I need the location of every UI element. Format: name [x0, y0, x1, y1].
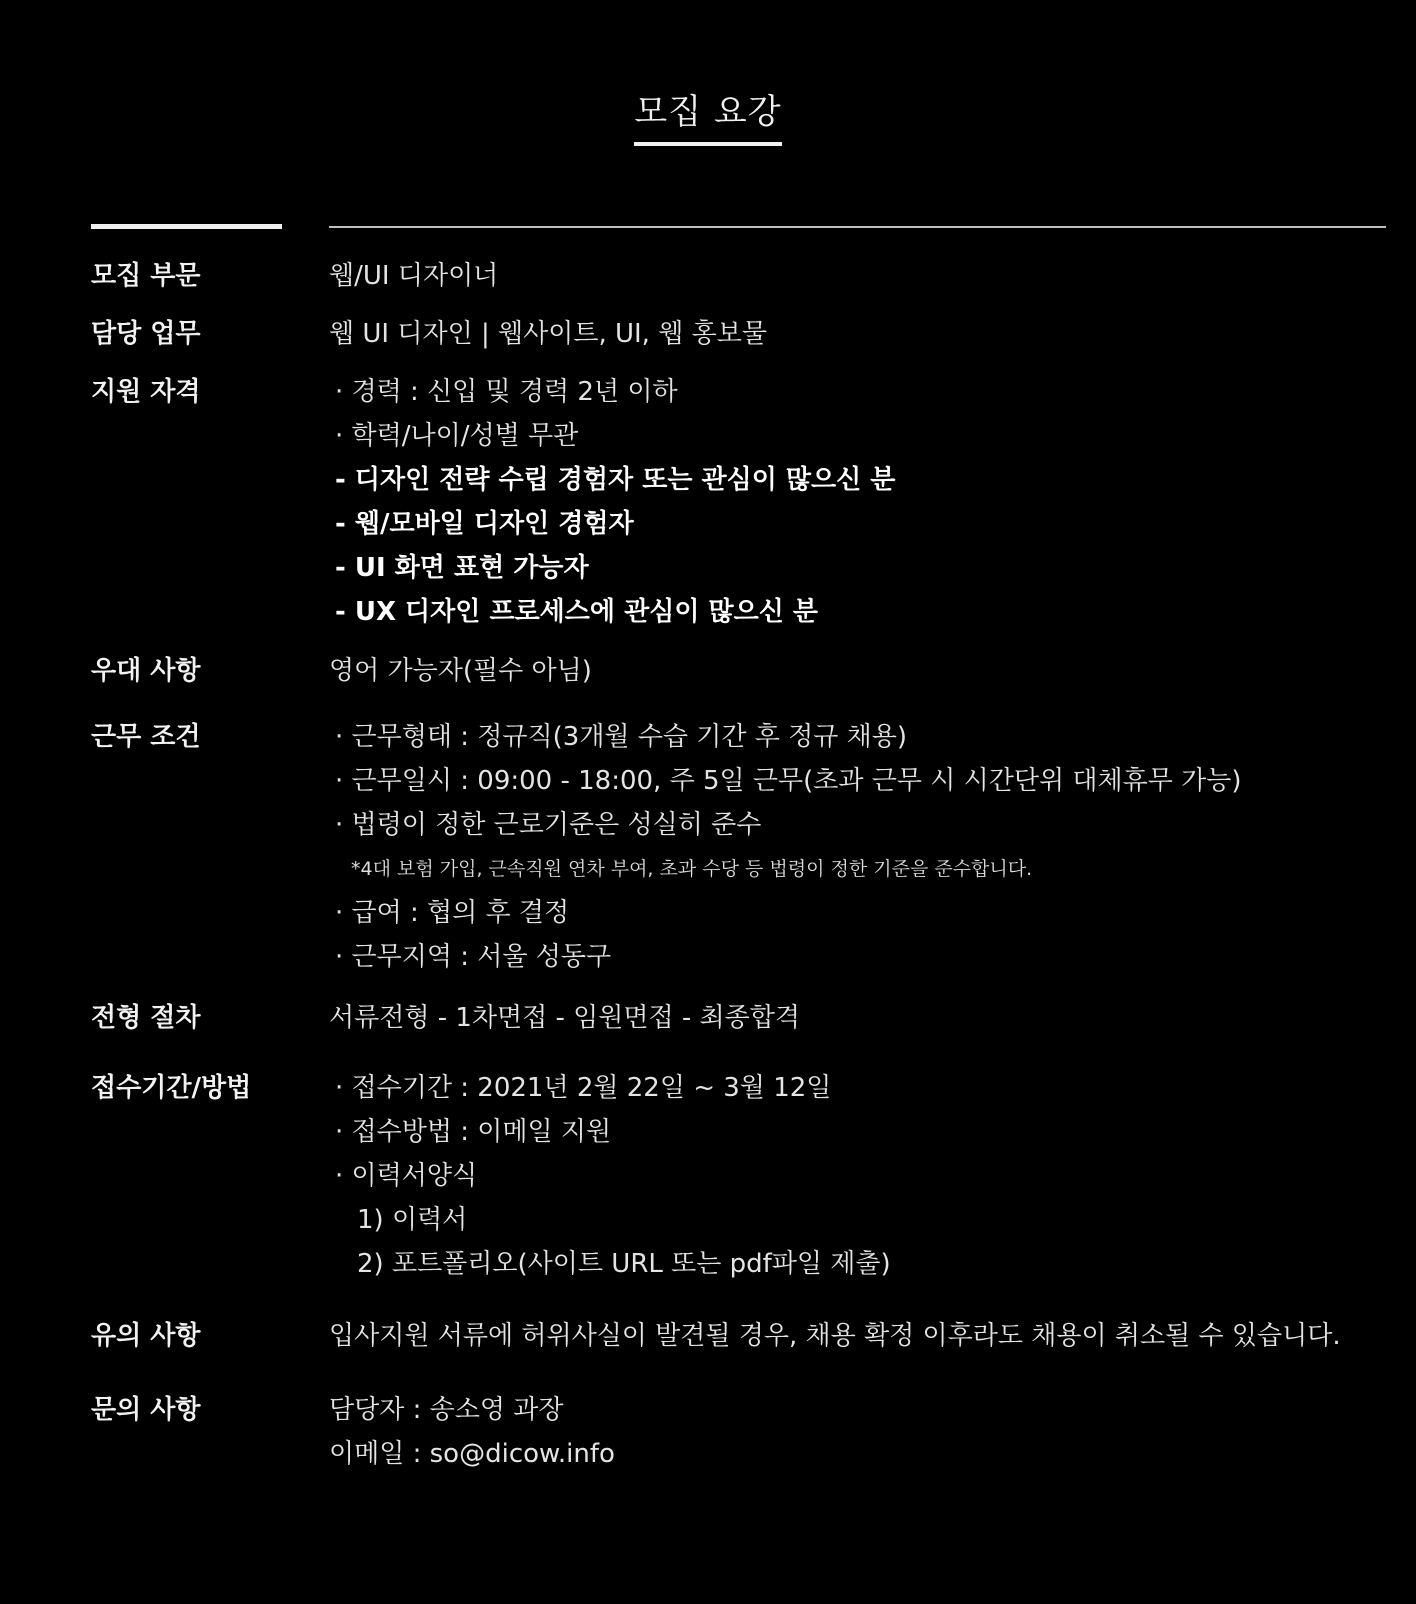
- condition-item: · 법령이 정한 근로기준은 성실히 준수: [335, 810, 762, 840]
- duty-value: 웹 UI 디자인 | 웹사이트, UI, 웹 홍보물: [329, 319, 767, 349]
- resume-subitem: 1) 이력서: [357, 1205, 468, 1235]
- preference-value: 영어 가능자(필수 아님): [329, 656, 592, 686]
- role-label: 모집 부문: [91, 261, 201, 291]
- contact-person: 담당자 : 송소영 과장: [329, 1395, 564, 1425]
- condition-item: · 근무형태 : 정규직(3개월 수습 기간 후 정규 채용): [335, 722, 908, 752]
- application-list: [329, 1066, 1391, 1314]
- row-contact: [91, 1388, 1391, 1484]
- qualification-item: · 경력 : 신입 및 경력 2년 이하: [335, 377, 678, 407]
- requirement-item: - 디자인 전략 수립 경험자 또는 관심이 많으신 분: [335, 465, 896, 495]
- application-label: 접수기간/방법: [91, 1073, 252, 1103]
- qualification-item: · 학력/나이/성별 무관: [335, 421, 579, 451]
- role-value: 웹/UI 디자이너: [329, 261, 499, 291]
- row-duty: [91, 312, 1391, 370]
- header-rule-left: [91, 224, 282, 229]
- row-conditions: [91, 715, 1391, 996]
- page-title-text: 모집 요강: [634, 90, 781, 146]
- qualification-label: 지원 자격: [91, 377, 201, 407]
- header-rule-right: [329, 226, 1386, 228]
- application-item: · 접수방법 : 이메일 지원: [335, 1117, 612, 1147]
- caution-value: 입사지원 서류에 허위사실이 발견될 경우, 채용 확정 이후라도 채용이 취소될 수 있습니다.: [329, 1321, 1341, 1351]
- requirement-item: - UI 화면 표현 가능자: [335, 553, 589, 583]
- requirement-item: - 웹/모바일 디자인 경험자: [335, 509, 634, 539]
- contact-list: [329, 1388, 1391, 1484]
- process-value: 서류전형 - 1차면접 - 임원면접 - 최종합격: [329, 1003, 801, 1033]
- contact-label: 문의 사항: [91, 1395, 201, 1425]
- caution-label: 유의 사항: [91, 1321, 201, 1351]
- condition-item: · 근무일시 : 09:00 - 18:00, 주 5일 근무(초과 근무 시 시간단위 대체휴무 가능): [335, 766, 1242, 796]
- qualification-list: [329, 370, 1391, 649]
- row-role: [91, 254, 1391, 312]
- application-item: · 이력서양식: [335, 1161, 478, 1191]
- condition-item: · 근무지역 : 서울 성동구: [335, 942, 612, 972]
- page-title: [0, 90, 1416, 146]
- row-preference: [91, 649, 1391, 715]
- row-process: [91, 996, 1391, 1066]
- row-qualification: [91, 370, 1391, 649]
- row-caution: [91, 1314, 1391, 1388]
- row-application: [91, 1066, 1391, 1314]
- conditions-list: [329, 715, 1391, 996]
- duty-label: 담당 업무: [91, 319, 201, 349]
- portfolio-subitem: 2) 포트폴리오(사이트 URL 또는 pdf파일 제출): [357, 1249, 891, 1279]
- contact-email[interactable]: 이메일 : so@dicow.info: [329, 1439, 615, 1469]
- preference-label: 우대 사항: [91, 656, 201, 686]
- requirement-item: - UX 디자인 프로세스에 관심이 많으신 분: [335, 597, 819, 627]
- condition-note: *4대 보험 가입, 근속직원 연차 부여, 초과 수당 등 법령이 정한 기준을 준수합니다.: [351, 858, 1033, 880]
- conditions-label: 근무 조건: [91, 722, 201, 752]
- condition-item: · 급여 : 협의 후 결정: [335, 898, 570, 928]
- application-item: · 접수기간 : 2021년 2월 22일 ~ 3월 12일: [335, 1073, 832, 1103]
- process-label: 전형 절차: [91, 1003, 201, 1033]
- recruitment-table: [91, 254, 1391, 1484]
